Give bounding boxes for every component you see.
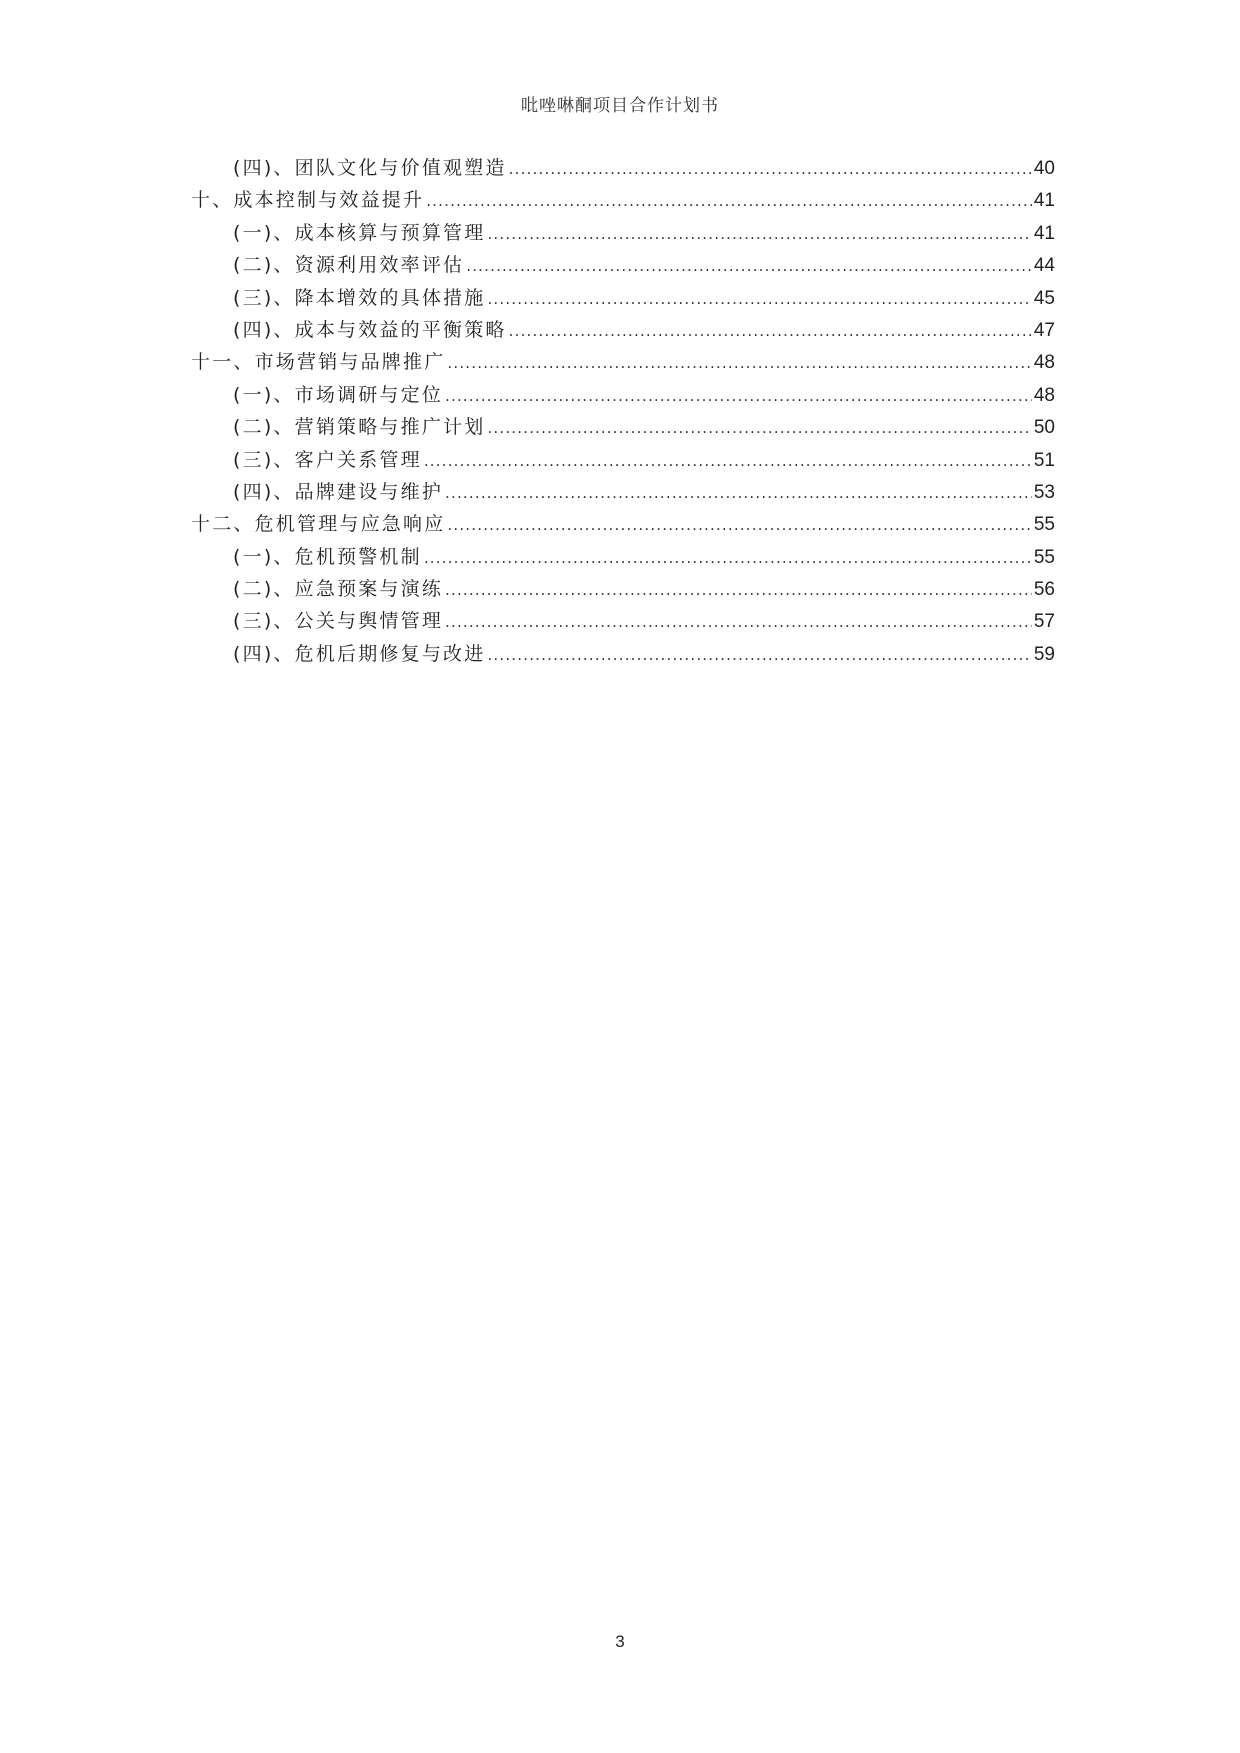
toc-entry[interactable]	[191, 217, 1055, 249]
toc-dot-leader	[466, 250, 1032, 282]
toc-entry[interactable]	[191, 152, 1055, 184]
toc-dot-leader	[487, 412, 1031, 444]
toc-entry-page: 51	[1033, 449, 1055, 471]
toc-entry-title: (四)、品牌建设与维护	[233, 480, 444, 503]
toc-entry-page: 53	[1033, 481, 1055, 503]
toc-entry-page: 56	[1033, 579, 1055, 601]
toc-entry-page: 55	[1033, 546, 1055, 568]
table-of-contents	[191, 152, 1055, 670]
toc-entry-page: 44	[1033, 255, 1055, 277]
toc-entry[interactable]	[191, 605, 1055, 637]
toc-dot-leader	[424, 542, 1032, 574]
toc-entry-title: (二)、资源利用效率评估	[233, 254, 465, 277]
toc-entry[interactable]	[191, 444, 1055, 476]
toc-entry-title: (一)、成本核算与预算管理	[233, 221, 486, 244]
toc-entry[interactable]	[191, 249, 1055, 281]
toc-dot-leader	[487, 283, 1031, 315]
toc-entry-title: 十一、市场营销与品牌推广	[191, 351, 446, 374]
toc-entry-page: 59	[1033, 643, 1055, 665]
toc-dot-leader	[445, 380, 1032, 412]
toc-entry-page: 40	[1033, 158, 1055, 179]
toc-entry-title: (三)、公关与舆情管理	[233, 610, 444, 633]
toc-dot-leader	[445, 574, 1032, 606]
toc-entry-title: (四)、成本与效益的平衡策略	[233, 318, 507, 341]
toc-entry-title: (一)、危机预警机制	[233, 545, 422, 568]
toc-entry[interactable]	[191, 184, 1055, 216]
toc-entry-title: (四)、团队文化与价值观塑造	[233, 157, 507, 179]
toc-entry[interactable]	[191, 573, 1055, 605]
toc-dot-leader	[487, 639, 1031, 671]
toc-dot-leader	[447, 347, 1031, 379]
toc-entry[interactable]	[191, 346, 1055, 378]
toc-entry-page: 57	[1033, 611, 1055, 633]
toc-entry-title: (三)、降本增效的具体措施	[233, 286, 486, 309]
toc-dot-leader	[424, 445, 1032, 477]
toc-entry-title: (二)、营销策略与推广计划	[233, 416, 486, 439]
toc-dot-leader	[426, 185, 1032, 217]
toc-entry-page: 48	[1033, 352, 1055, 374]
toc-entry-page: 41	[1033, 190, 1055, 212]
toc-dot-leader	[445, 477, 1032, 509]
toc-entry-title: (二)、应急预案与演练	[233, 578, 444, 601]
toc-entry[interactable]	[191, 508, 1055, 540]
toc-dot-leader	[445, 606, 1032, 638]
toc-entry[interactable]	[191, 638, 1055, 670]
toc-entry-page: 45	[1033, 287, 1055, 309]
toc-entry-page: 47	[1033, 319, 1055, 341]
toc-entry-page: 41	[1033, 222, 1055, 244]
toc-dot-leader	[447, 509, 1031, 541]
toc-dot-leader	[509, 315, 1032, 347]
toc-entry-page: 55	[1033, 514, 1055, 536]
toc-entry[interactable]	[191, 379, 1055, 411]
toc-entry-title: (一)、市场调研与定位	[233, 383, 444, 406]
toc-entry[interactable]	[191, 282, 1055, 314]
toc-dot-leader	[487, 218, 1031, 250]
toc-entry[interactable]	[191, 476, 1055, 508]
toc-entry[interactable]	[191, 411, 1055, 443]
toc-entry-title: (三)、客户关系管理	[233, 448, 422, 471]
toc-entry-page: 48	[1033, 384, 1055, 406]
toc-entry-page: 50	[1033, 417, 1055, 439]
toc-entry-title: 十二、危机管理与应急响应	[191, 513, 446, 536]
toc-entry[interactable]	[191, 314, 1055, 346]
toc-entry[interactable]	[191, 541, 1055, 573]
page-number: 3	[615, 1632, 625, 1651]
page-header-title: 吡唑啉酮项目合作计划书	[521, 96, 719, 116]
toc-entry-title: (四)、危机后期修复与改进	[233, 642, 486, 665]
toc-dot-leader	[509, 153, 1032, 185]
toc-entry-title: 十、成本控制与效益提升	[191, 189, 425, 212]
